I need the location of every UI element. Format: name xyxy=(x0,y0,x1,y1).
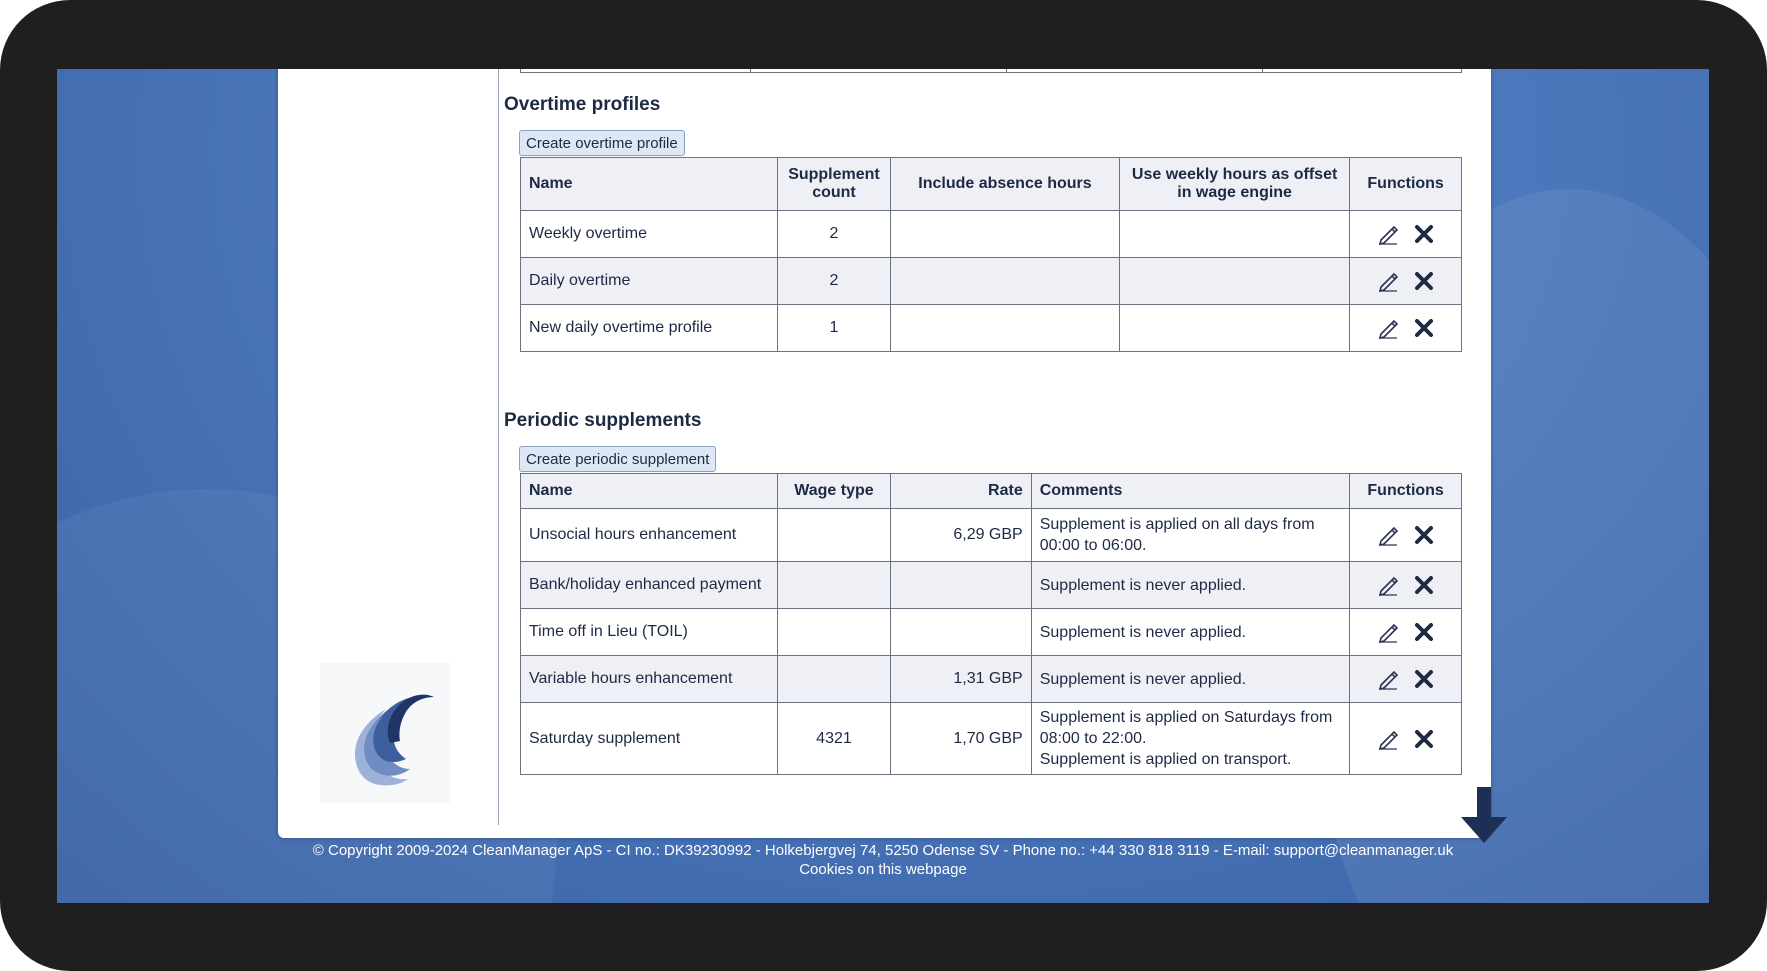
wage-type: 4321 xyxy=(778,703,891,775)
close-icon[interactable] xyxy=(1414,224,1434,244)
comment-line: Supplement is applied on Saturdays from xyxy=(1039,709,1333,726)
comments xyxy=(1031,656,1350,703)
supplement-name: Saturday supplement xyxy=(521,703,778,775)
close-icon[interactable] xyxy=(1414,669,1434,689)
wage-type xyxy=(778,656,891,703)
close-icon[interactable] xyxy=(1414,318,1434,338)
close-icon[interactable] xyxy=(1414,271,1434,291)
row-functions xyxy=(1350,258,1462,305)
column-header-include-absence[interactable]: Include absence hours xyxy=(890,158,1119,211)
overtime-name: Weekly overtime xyxy=(521,211,778,258)
close-icon[interactable] xyxy=(1414,575,1434,595)
row-functions xyxy=(1350,211,1462,258)
include-absence xyxy=(890,258,1119,305)
weekly-offset xyxy=(1120,258,1350,305)
supplement-name: Bank/holiday enhanced payment xyxy=(521,562,778,609)
footer-copyright: © Copyright 2009-2024 CleanManager ApS - CI no.: DK39230992 - Holkebjergvej 74, 5250 Odense SV - Phone no.: +44 330 818 3119 - E-mail: support@cleanmanager.uk xyxy=(312,842,1454,859)
rate: 6,29 GBP xyxy=(890,509,1031,562)
pencil-icon[interactable] xyxy=(1377,668,1399,690)
row-functions xyxy=(1350,703,1462,775)
comment-line: Supplement is never applied. xyxy=(1039,623,1247,641)
overtime-name: New daily overtime profile xyxy=(521,305,778,352)
weekly-offset xyxy=(1120,305,1350,352)
pencil-icon[interactable] xyxy=(1377,524,1399,546)
arrow-down-icon xyxy=(1459,787,1509,847)
row-functions xyxy=(1350,562,1462,609)
comment-line: Supplement is never applied. xyxy=(1039,576,1247,594)
wage-type xyxy=(778,509,891,562)
screen xyxy=(57,69,1709,903)
periodic-supplements-heading: Periodic supplements xyxy=(504,410,702,431)
comment-line: Supplement is applied on all days from xyxy=(1039,516,1315,533)
table-row xyxy=(521,703,1462,775)
supplement-name: Unsocial hours enhancement xyxy=(521,509,778,562)
include-absence xyxy=(890,211,1119,258)
create-overtime-profile-button[interactable]: Create overtime profile xyxy=(519,130,685,156)
footer xyxy=(57,841,1709,879)
close-icon[interactable] xyxy=(1414,525,1434,545)
rate: 1,70 GBP xyxy=(890,703,1031,775)
pencil-icon[interactable] xyxy=(1377,270,1399,292)
row-functions xyxy=(1350,305,1462,352)
weekly-offset xyxy=(1120,211,1350,258)
supplement-count: 2 xyxy=(778,258,891,305)
comments xyxy=(1031,703,1350,775)
supplement-name: Time off in Lieu (TOIL) xyxy=(521,609,778,656)
table-header-row xyxy=(521,158,1462,211)
supplement-count: 1 xyxy=(778,305,891,352)
column-header-comments[interactable]: Comments xyxy=(1031,474,1350,509)
previous-table-bottom xyxy=(520,69,1462,73)
main-panel xyxy=(278,69,1491,838)
supplement-count: 2 xyxy=(778,211,891,258)
row-functions xyxy=(1350,656,1462,703)
column-header-rate[interactable]: Rate xyxy=(890,474,1031,509)
column-header-wage-type[interactable]: Wage type xyxy=(778,474,891,509)
wage-type xyxy=(778,562,891,609)
row-functions xyxy=(1350,509,1462,562)
table-row xyxy=(521,211,1462,258)
comment-line: Supplement is applied on transport. xyxy=(1039,751,1292,768)
overtime-name: Daily overtime xyxy=(521,258,778,305)
comment-line: 08:00 to 22:00. xyxy=(1039,730,1147,747)
table-row xyxy=(521,656,1462,703)
wage-type xyxy=(778,609,891,656)
pencil-icon[interactable] xyxy=(1377,317,1399,339)
table-row xyxy=(521,258,1462,305)
column-header-weekly-offset[interactable]: Use weekly hours as offset in wage engine xyxy=(1120,158,1350,211)
table-header-row xyxy=(521,474,1462,509)
pencil-icon[interactable] xyxy=(1377,574,1399,596)
comments xyxy=(1031,509,1350,562)
close-icon[interactable] xyxy=(1414,729,1434,749)
table-row xyxy=(521,562,1462,609)
create-periodic-supplement-button[interactable]: Create periodic supplement xyxy=(519,446,716,472)
cookies-link[interactable]: Cookies on this webpage xyxy=(799,861,967,878)
include-absence xyxy=(890,305,1119,352)
column-header-functions: Functions xyxy=(1350,474,1462,509)
pencil-icon[interactable] xyxy=(1377,621,1399,643)
comment-line: 00:00 to 06:00. xyxy=(1039,537,1147,554)
table-row xyxy=(521,305,1462,352)
row-functions xyxy=(1350,609,1462,656)
column-header-name[interactable]: Name xyxy=(521,474,778,509)
rate xyxy=(890,609,1031,656)
pencil-icon[interactable] xyxy=(1377,223,1399,245)
pencil-icon[interactable] xyxy=(1377,728,1399,750)
comments xyxy=(1031,609,1350,656)
column-header-functions: Functions xyxy=(1350,158,1462,211)
periodic-supplements-table xyxy=(520,473,1462,775)
close-icon[interactable] xyxy=(1414,622,1434,642)
cleanmanager-logo xyxy=(320,663,450,803)
rate xyxy=(890,562,1031,609)
overtime-profiles-heading: Overtime profiles xyxy=(504,94,661,115)
sidebar-divider xyxy=(498,69,499,825)
table-row xyxy=(521,509,1462,562)
column-header-name[interactable]: Name xyxy=(521,158,778,211)
supplement-name: Variable hours enhancement xyxy=(521,656,778,703)
comments xyxy=(1031,562,1350,609)
table-row xyxy=(521,609,1462,656)
column-header-supplement-count[interactable]: Supplement count xyxy=(778,158,891,211)
rate: 1,31 GBP xyxy=(890,656,1031,703)
comment-line: Supplement is never applied. xyxy=(1039,670,1247,688)
overtime-profiles-table xyxy=(520,157,1462,352)
